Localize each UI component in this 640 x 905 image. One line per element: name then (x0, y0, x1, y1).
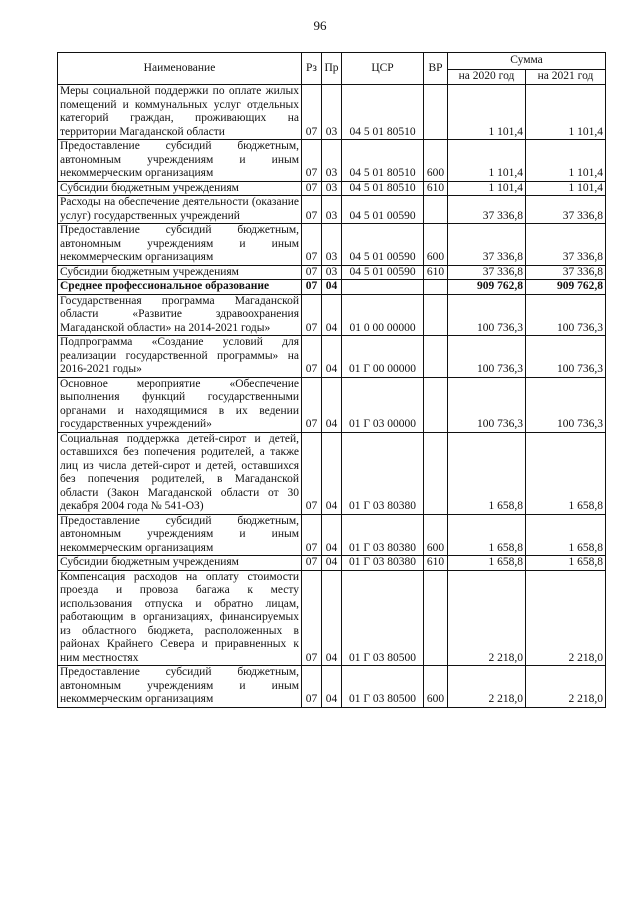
cell-rz: 07 (302, 556, 322, 571)
cell-csr: 04 5 01 80510 (342, 85, 424, 140)
cell-rz: 07 (302, 224, 322, 266)
cell-csr: 04 5 01 00590 (342, 224, 424, 266)
table-row (58, 556, 606, 571)
header-sum: Сумма (448, 53, 606, 70)
cell-csr: 01 Г 03 80380 (342, 432, 424, 514)
header-year-2020: на 2020 год (448, 70, 526, 85)
table-row (58, 377, 606, 432)
cell-vr: 600 (424, 140, 448, 182)
cell-vr (424, 377, 448, 432)
cell-pr: 04 (322, 666, 342, 708)
cell-name: Предоставление субсидий бюджетным, автономным учреждениям и иным некоммерческим организациям (58, 140, 302, 182)
cell-name: Расходы на обеспечение деятельности (оказание услуг) государственных учреждений (58, 196, 302, 224)
cell-amount-2021: 100 736,3 (526, 294, 606, 336)
cell-pr: 04 (322, 336, 342, 378)
cell-csr: 01 Г 03 80500 (342, 570, 424, 666)
cell-csr: 01 0 00 00000 (342, 294, 424, 336)
cell-vr (424, 570, 448, 666)
cell-csr: 01 Г 03 00000 (342, 377, 424, 432)
cell-csr: 04 5 01 00590 (342, 265, 424, 280)
table-row (58, 336, 606, 378)
cell-name: Субсидии бюджетным учреждениям (58, 265, 302, 280)
cell-csr: 04 5 01 00590 (342, 196, 424, 224)
cell-csr: 01 Г 03 80380 (342, 514, 424, 556)
cell-name: Основное мероприятие «Обеспечение выполнения функций государственными органами и находящимися в их ведении государственных учреждений» (58, 377, 302, 432)
cell-rz: 07 (302, 265, 322, 280)
cell-rz: 07 (302, 196, 322, 224)
cell-name: Среднее профессиональное образование (58, 280, 302, 295)
cell-pr: 03 (322, 224, 342, 266)
cell-amount-2021: 37 336,8 (526, 224, 606, 266)
cell-amount-2020: 2 218,0 (448, 666, 526, 708)
header-rz: Рз (302, 53, 322, 85)
cell-name: Подпрограмма «Создание условий для реализации государственной программы» на 2016-2021 годы» (58, 336, 302, 378)
cell-amount-2020: 909 762,8 (448, 280, 526, 295)
cell-vr (424, 432, 448, 514)
header-csr: ЦСР (342, 53, 424, 85)
cell-rz: 07 (302, 140, 322, 182)
cell-amount-2020: 1 101,4 (448, 140, 526, 182)
table-row (58, 280, 606, 295)
cell-amount-2020: 1 658,8 (448, 556, 526, 571)
cell-amount-2020: 2 218,0 (448, 570, 526, 666)
cell-amount-2020: 1 101,4 (448, 85, 526, 140)
cell-amount-2020: 37 336,8 (448, 265, 526, 280)
cell-amount-2021: 2 218,0 (526, 570, 606, 666)
cell-vr: 610 (424, 556, 448, 571)
cell-rz: 07 (302, 570, 322, 666)
cell-vr (424, 294, 448, 336)
cell-rz: 07 (302, 181, 322, 196)
cell-amount-2020: 100 736,3 (448, 336, 526, 378)
cell-amount-2020: 100 736,3 (448, 294, 526, 336)
cell-amount-2021: 37 336,8 (526, 196, 606, 224)
cell-vr: 600 (424, 666, 448, 708)
cell-csr: 01 Г 00 00000 (342, 336, 424, 378)
cell-pr: 04 (322, 294, 342, 336)
cell-pr: 03 (322, 140, 342, 182)
header-name: Наименование (58, 53, 302, 85)
cell-csr: 01 Г 03 80380 (342, 556, 424, 571)
cell-amount-2020: 37 336,8 (448, 224, 526, 266)
cell-rz: 07 (302, 336, 322, 378)
cell-amount-2020: 1 658,8 (448, 432, 526, 514)
cell-amount-2021: 100 736,3 (526, 377, 606, 432)
cell-vr: 600 (424, 514, 448, 556)
cell-name: Социальная поддержка детей-сирот и детей, оставшихся без попечения родителей, а также лиц из числа детей-сирот и детей, оставшихся без попечения родителей, в Магаданской области (Закон Магаданской области от 30 декабря 2004 года № 541-ОЗ) (58, 432, 302, 514)
table-row (58, 265, 606, 280)
header-year-2021: на 2021 год (526, 70, 606, 85)
cell-csr: 04 5 01 80510 (342, 181, 424, 196)
table-row (58, 570, 606, 666)
cell-amount-2020: 1 101,4 (448, 181, 526, 196)
table-row (58, 181, 606, 196)
table-row (58, 196, 606, 224)
cell-amount-2021: 1 101,4 (526, 140, 606, 182)
cell-vr: 610 (424, 181, 448, 196)
cell-rz: 07 (302, 432, 322, 514)
cell-rz: 07 (302, 666, 322, 708)
cell-name: Субсидии бюджетным учреждениям (58, 556, 302, 571)
cell-vr (424, 280, 448, 295)
cell-name: Предоставление субсидий бюджетным, автономным учреждениям и иным некоммерческим организациям (58, 666, 302, 708)
table-row (58, 140, 606, 182)
table-body (58, 85, 606, 708)
cell-name: Меры социальной поддержки по оплате жилых помещений и коммунальных услуг отдельных категорий граждан, проживающих на территории Магаданской области (58, 85, 302, 140)
cell-amount-2021: 1 658,8 (526, 432, 606, 514)
cell-pr: 04 (322, 556, 342, 571)
cell-name: Предоставление субсидий бюджетным, автономным учреждениям и иным некоммерческим организациям (58, 514, 302, 556)
cell-pr: 03 (322, 181, 342, 196)
budget-table (57, 52, 606, 708)
cell-amount-2021: 2 218,0 (526, 666, 606, 708)
header-vr: ВР (424, 53, 448, 85)
cell-name: Компенсация расходов на оплату стоимости проезда и провоза багажа к месту использования отпуска и обратно лицам, работающим в организациях, финансируемых из областного бюджета, расположенных в районах Крайнего Севера и приравненных к ним местностях (58, 570, 302, 666)
cell-pr: 03 (322, 85, 342, 140)
cell-pr: 04 (322, 280, 342, 295)
cell-rz: 07 (302, 85, 322, 140)
cell-rz: 07 (302, 280, 322, 295)
table-row (58, 224, 606, 266)
table-header (58, 53, 606, 85)
cell-vr: 600 (424, 224, 448, 266)
cell-amount-2020: 100 736,3 (448, 377, 526, 432)
cell-vr (424, 85, 448, 140)
cell-amount-2020: 37 336,8 (448, 196, 526, 224)
cell-amount-2021: 37 336,8 (526, 265, 606, 280)
cell-pr: 04 (322, 514, 342, 556)
cell-amount-2021: 100 736,3 (526, 336, 606, 378)
cell-rz: 07 (302, 514, 322, 556)
cell-vr (424, 196, 448, 224)
cell-vr (424, 336, 448, 378)
table-row (58, 432, 606, 514)
cell-name: Субсидии бюджетным учреждениям (58, 181, 302, 196)
cell-csr: 04 5 01 80510 (342, 140, 424, 182)
cell-pr: 03 (322, 265, 342, 280)
cell-vr: 610 (424, 265, 448, 280)
cell-name: Государственная программа Магаданской области «Развитие здравоохранения Магаданской области» на 2014-2021 годы» (58, 294, 302, 336)
cell-amount-2020: 1 658,8 (448, 514, 526, 556)
cell-pr: 04 (322, 570, 342, 666)
cell-amount-2021: 1 101,4 (526, 85, 606, 140)
cell-pr: 04 (322, 432, 342, 514)
cell-amount-2021: 1 658,8 (526, 556, 606, 571)
cell-name: Предоставление субсидий бюджетным, автономным учреждениям и иным некоммерческим организациям (58, 224, 302, 266)
cell-csr (342, 280, 424, 295)
cell-pr: 04 (322, 377, 342, 432)
cell-csr: 01 Г 03 80500 (342, 666, 424, 708)
cell-amount-2021: 1 658,8 (526, 514, 606, 556)
header-pr: Пр (322, 53, 342, 85)
cell-amount-2021: 1 101,4 (526, 181, 606, 196)
table-row (58, 514, 606, 556)
page-number: 96 (313, 18, 327, 33)
table-row (58, 85, 606, 140)
table-row (58, 294, 606, 336)
cell-rz: 07 (302, 294, 322, 336)
table-row (58, 666, 606, 708)
cell-pr: 03 (322, 196, 342, 224)
cell-rz: 07 (302, 377, 322, 432)
cell-amount-2021: 909 762,8 (526, 280, 606, 295)
